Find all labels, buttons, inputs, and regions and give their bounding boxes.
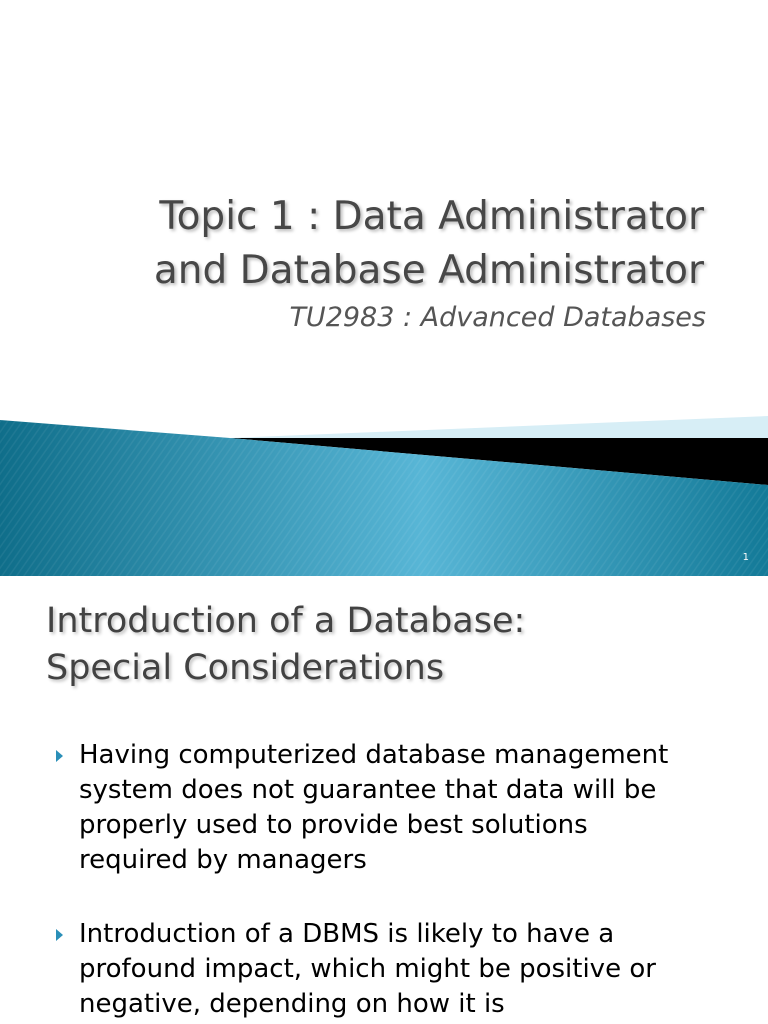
- triangle-right-icon: [56, 929, 63, 941]
- bullet-line: negative, depending on how it is: [79, 989, 505, 1019]
- bullet-line: profound impact, which might be positive or: [79, 954, 656, 984]
- slide-title-line-2: and Database Administrator: [153, 248, 704, 293]
- band-pale-strip: [230, 416, 768, 438]
- bullet-line: properly used to provide best solutions: [79, 810, 588, 840]
- slide-number: 1: [742, 552, 749, 563]
- decorative-wave-band: [0, 410, 768, 576]
- slide-heading: [46, 598, 736, 692]
- slide-heading-line-1: Introduction of a Database:: [46, 601, 526, 641]
- bullet-line: Having computerized database management: [79, 740, 669, 770]
- bullet-line: Introduction of a DBMS is likely to have a: [79, 919, 615, 949]
- bullet-item: [54, 917, 744, 1022]
- bullet-item: [54, 738, 744, 878]
- bullet-list: [54, 738, 744, 1024]
- bullet-line: required by managers: [79, 845, 367, 875]
- triangle-right-icon: [56, 750, 63, 762]
- content-slide: [0, 576, 768, 1024]
- slide-title: [44, 190, 704, 298]
- bullet-line: system does not guarantee that data will be: [79, 775, 657, 805]
- slide-subtitle: TU2983 : Advanced Databases: [289, 302, 706, 333]
- slide-title-line-1: Topic 1 : Data Administrator: [159, 194, 704, 239]
- slide-heading-line-2: Special Considerations: [46, 648, 445, 688]
